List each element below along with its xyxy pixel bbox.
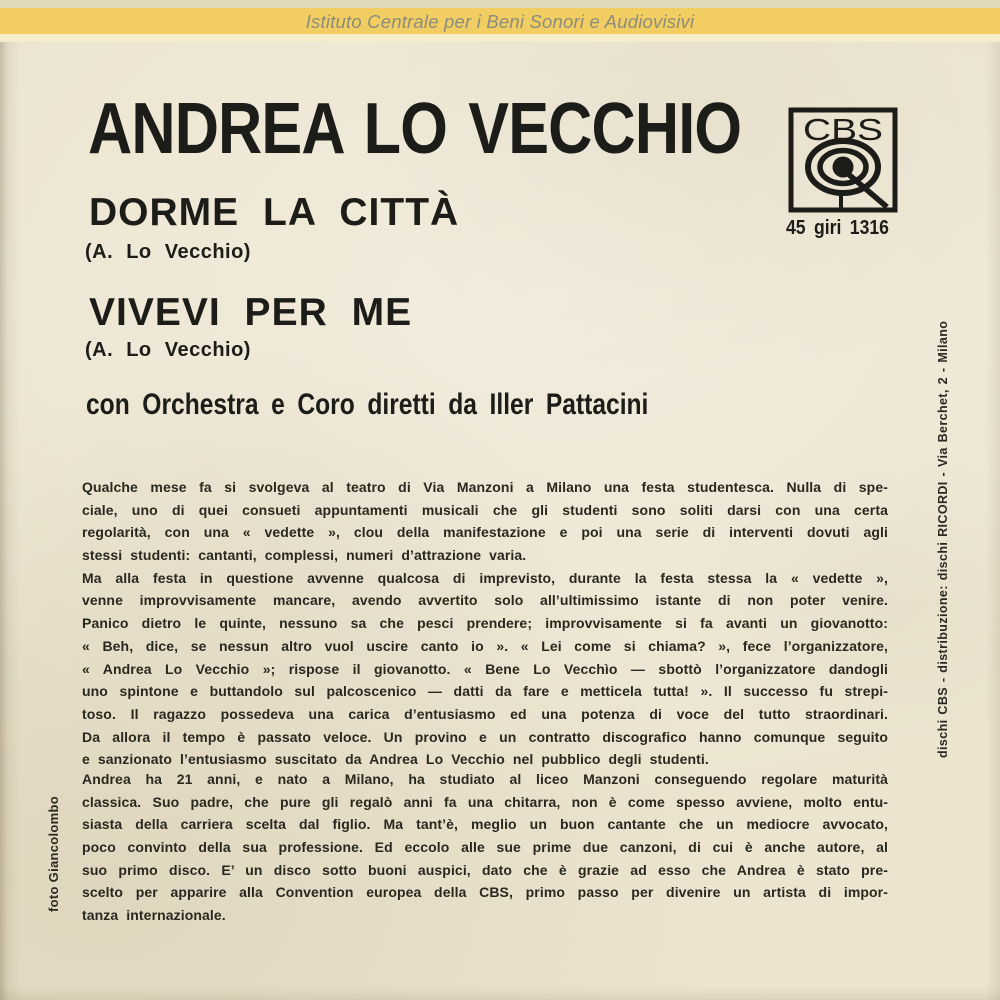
cbs-eye-logo-icon (788, 107, 898, 213)
cbs-logo-text: CBS (803, 112, 883, 147)
body-line: Ma alla festa in questione avvenne qualcosa di imprevisto, durante la festa stessa la « vedette », (82, 569, 888, 586)
banner-sub-strip (0, 34, 1000, 42)
body-line: classica. Suo padre, che pure gli regalò anni fa una chitarra, non è come spesso avviene, molto entu- (82, 793, 888, 810)
scan-edge-strip (0, 0, 1000, 8)
track-credit-b: (A. Lo Vecchio) (85, 339, 251, 361)
body-line: poco convinto della sua professione. Ed eccolo alle sue prime due canzoni, di cui è anche autore, al (82, 839, 888, 856)
body-line: ciale, uno di quei consueti appuntamenti musicali che gli studenti sono soliti darsi con una certa (82, 501, 888, 518)
body-line: toso. Il ragazzo possedeva una carica d’entusiasmo ed una potenza di voce del tutto straordinari. (82, 705, 888, 722)
body-line: suo primo disco. E’ un disco sotto buoni auspici, dato che è grazie ad esso che Andrea è stato pre- (82, 861, 888, 878)
distribution-credit-vertical: dischi CBS - distribuzione: dischi RICORDI - Via Berchet, 2 - Milano (936, 320, 950, 758)
track-credit-a: (A. Lo Vecchio) (85, 241, 251, 263)
body-line: e sanzionato l’entusiasmo suscitato da Andrea Lo Vecchio nel pubblico degli studenti. (82, 751, 709, 768)
liner-notes-paragraph-2 (82, 768, 888, 927)
body-line: Andrea ha 21 anni, e nato a Milano, ha studiato al liceo Manzoni conseguendo regolare maturità (82, 771, 888, 787)
body-line: uno spintone e buttandolo sul palcoscenico — datti da fare e metticela tutta! ». Il successo fu strepi- (82, 683, 888, 700)
cbs-logo (788, 107, 898, 213)
orchestra-credit: con Orchestra e Coro diretti da Iller Pattacini (86, 388, 649, 421)
archive-banner (0, 8, 1000, 34)
body-line: venne improvvisamente mancare, avendo avvertito solo all’ultimissimo istante di non poter venire. (82, 592, 888, 609)
archive-banner-text: Istituto Centrale per i Beni Sonori e Audiovisivi (305, 11, 695, 32)
body-line: Da allora il tempo è passato veloce. Un provino e un contratto discografico hanno comunque seguito (82, 728, 888, 745)
body-line: « Beh, dice, se nessun altro vuol uscire canto io ». « Lei come si chiama? », fece l’organizzatore, (82, 637, 888, 654)
body-line: regolarità, con una « vedette », clou della manifestazione e poi una serie di interventi dovuti agli (82, 524, 888, 541)
body-line: Panico dietro le quinte, nessuno sa che pesci prendere; improvvisamente si fa avanti un giovanotto: (82, 615, 888, 632)
liner-notes-paragraph-1 (82, 476, 888, 771)
body-line: Qualche mese fa si svolgeva al teatro di Via Manzoni a Milano una festa studentesca. Nulla di spe- (82, 479, 888, 495)
artist-name: ANDREA LO VECCHIO (88, 89, 742, 169)
body-line: scelto per apparire alla Convention europea della CBS, primo passo per divenire un artista di impor- (82, 884, 888, 901)
body-line: siasta della carriera scelta dal figlio. Ma tant’è, meglio un buon cantante che un mediocre avvocato, (82, 816, 888, 833)
body-line: stessi studenti: cantanti, complessi, numeri d’attrazione varia. (82, 547, 527, 564)
track-title-a: DORME LA CITTÀ (89, 191, 460, 234)
catalog-number: 45 giri 1316 (786, 217, 889, 239)
body-line: tanza internazionale. (82, 907, 226, 924)
body-line: « Andrea Lo Vecchio »; rispose il giovanotto. « Bene Lo Vecchìo — sbottò l’organizzatore dandogli (82, 660, 888, 677)
track-title-b: VIVEVI PER ME (89, 291, 413, 334)
photo-credit-vertical: foto Giancolombo (46, 795, 61, 912)
